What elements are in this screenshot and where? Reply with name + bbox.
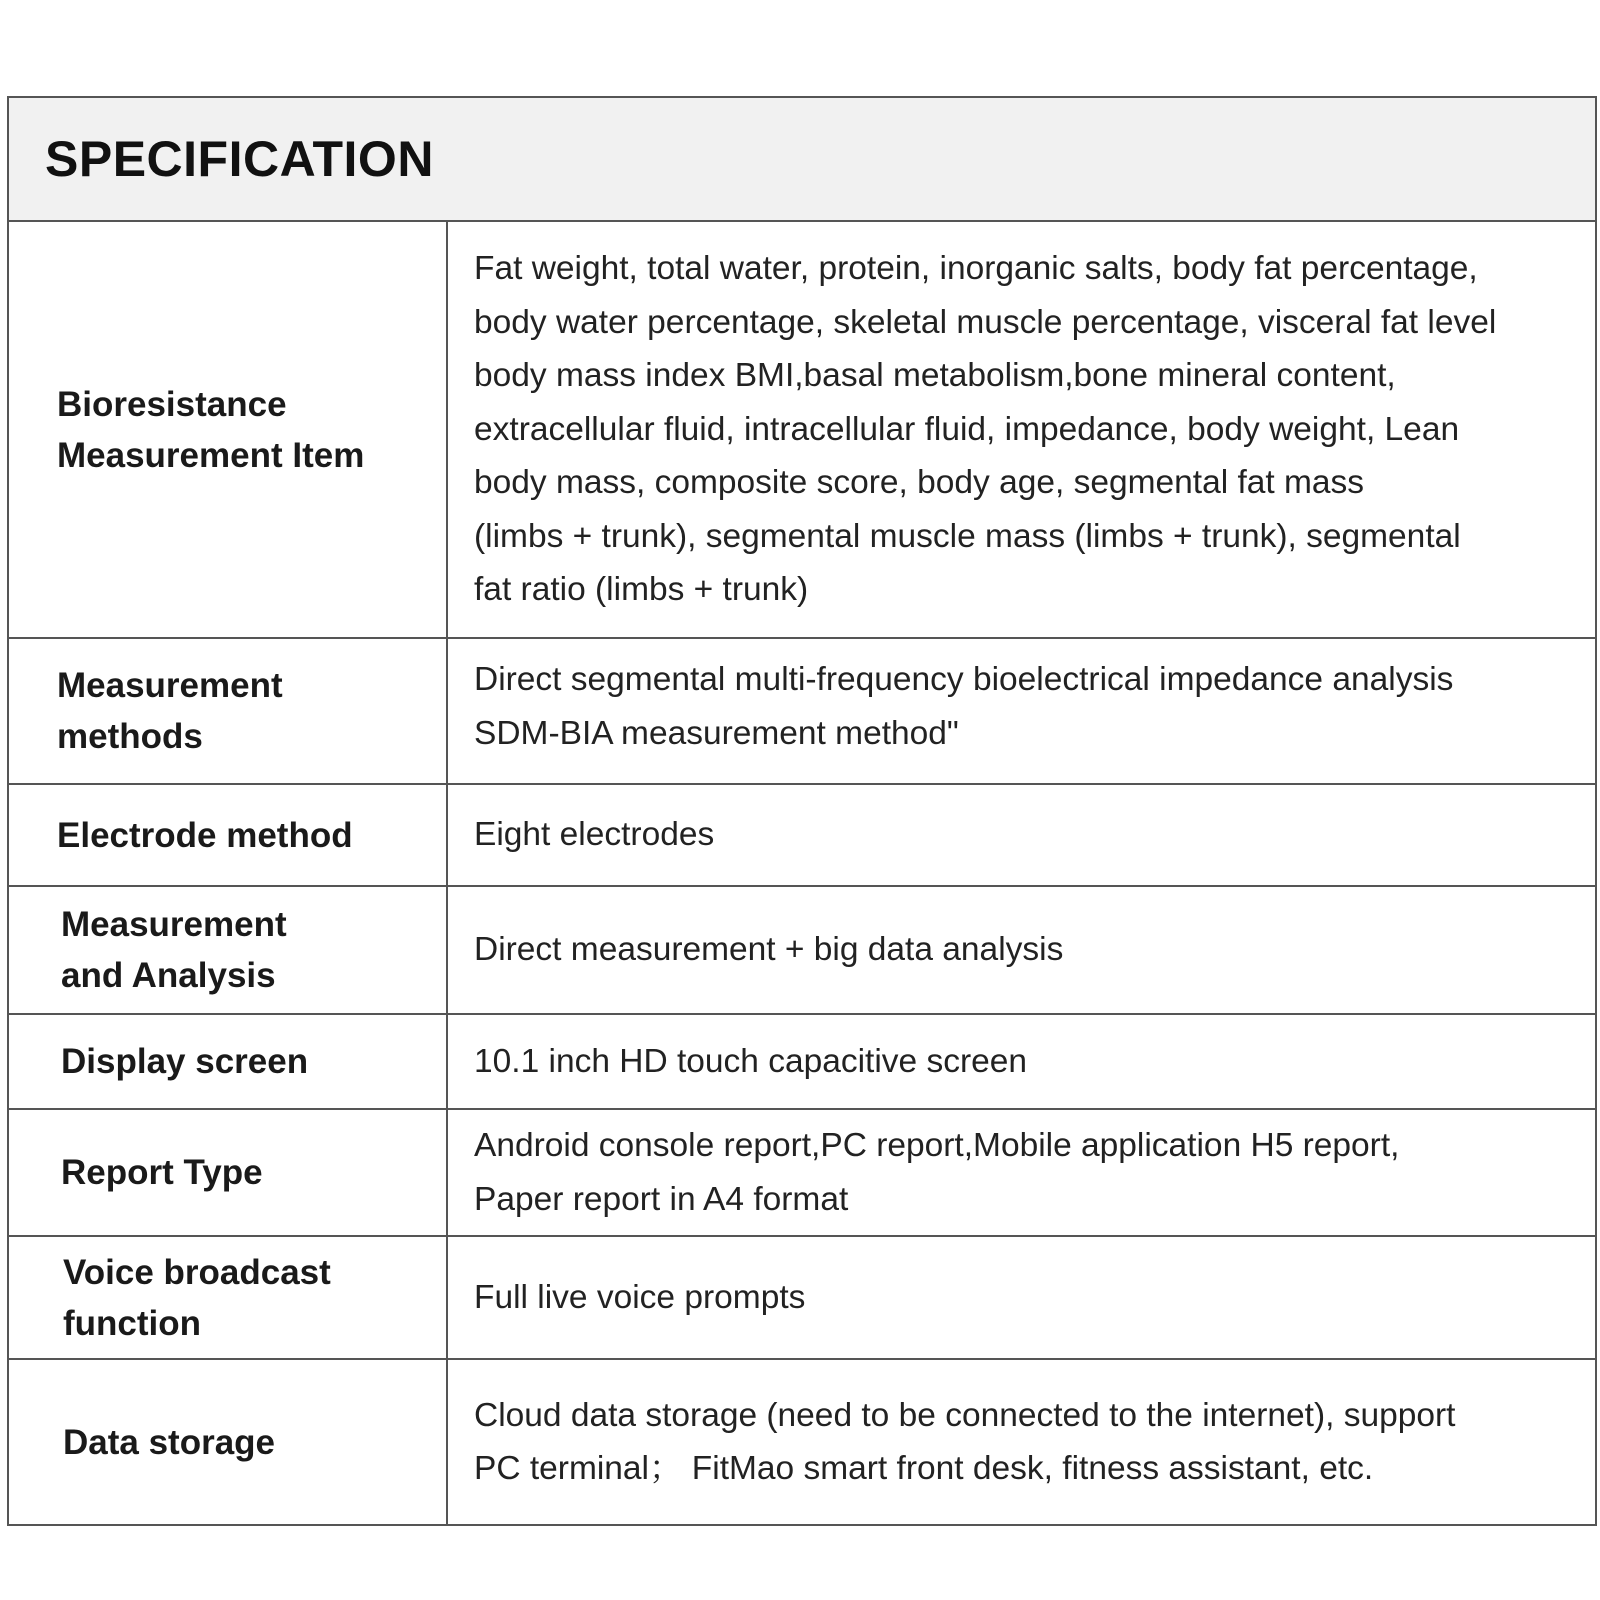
spec-label (9, 1236, 447, 1359)
spec-label-line: methods (57, 717, 203, 756)
spec-value-line: body mass index BMI,basal metabolism,bone mineral content, (474, 357, 1396, 395)
spec-row-data-storage (9, 1359, 1595, 1524)
spec-label (9, 1359, 447, 1524)
spec-label (9, 886, 447, 1014)
spec-label-line: Display screen (61, 1042, 309, 1081)
spec-value-line: PC terminal； FitMao smart front desk, fitness assistant, etc. (474, 1450, 1374, 1487)
spec-value-line: extracellular fluid, intracellular fluid, impedance, body weight, Lean (474, 410, 1460, 448)
spec-value (447, 886, 1595, 1014)
spec-label (9, 222, 447, 638)
spec-row-voice-broadcast (9, 1236, 1595, 1359)
spec-value-line: Paper report in A4 format (474, 1180, 849, 1218)
spec-label (9, 1109, 447, 1236)
spec-label-line: function (63, 1303, 202, 1343)
spec-row-electrode-method (9, 784, 1595, 886)
spec-value (447, 1109, 1595, 1236)
spec-label-line: and Analysis (61, 956, 276, 995)
spec-value-line: 10.1 inch HD touch capacitive screen (474, 1042, 1028, 1080)
spec-row-display-screen (9, 1014, 1595, 1109)
spec-value-line: Android console report,PC report,Mobile application H5 report, (474, 1127, 1400, 1164)
spec-table (9, 222, 1595, 1524)
spec-label (9, 784, 447, 886)
spec-value-line: SDM-BIA measurement method" (474, 714, 959, 752)
spec-value-line: body mass, composite score, body age, segmental fat mass (474, 464, 1365, 502)
spec-label-line: Measurement (57, 666, 283, 705)
spec-value (447, 1236, 1595, 1359)
spec-value (447, 638, 1595, 784)
spec-value-line: Eight electrodes (474, 816, 715, 854)
spec-label (9, 1014, 447, 1109)
specification-sheet (7, 96, 1597, 1526)
spec-label-line: Measurement (61, 905, 287, 944)
spec-row-measurement-analysis (9, 886, 1595, 1014)
spec-value-line: (limbs + trunk), segmental muscle mass (limbs + trunk), segmental (474, 517, 1461, 555)
spec-label-line: Data storage (63, 1422, 276, 1462)
spec-row-report-type (9, 1109, 1595, 1236)
spec-value (447, 784, 1595, 886)
spec-title: SPECIFICATION (45, 131, 434, 187)
spec-value (447, 1359, 1595, 1524)
spec-label-line: Bioresistance (57, 384, 287, 424)
spec-row-bioresistance (9, 222, 1595, 638)
spec-value-line: Fat weight, total water, protein, inorganic salts, body fat percentage, (474, 250, 1478, 288)
spec-value-line: Direct segmental multi-frequency bioelectrical impedance analysis (474, 661, 1454, 698)
spec-row-measurement-methods (9, 638, 1595, 784)
spec-label-line: Report Type (61, 1153, 263, 1192)
spec-label-line: Voice broadcast (63, 1252, 331, 1292)
spec-value-line: fat ratio (limbs + trunk) (474, 571, 809, 609)
spec-value (447, 222, 1595, 638)
spec-value-line: Full live voice prompts (474, 1278, 806, 1316)
spec-value-line: body water percentage, skeletal muscle percentage, visceral fat level (474, 303, 1497, 341)
spec-header (9, 98, 1595, 222)
spec-value-line: Direct measurement + big data analysis (474, 931, 1064, 969)
spec-value-line: Cloud data storage (need to be connected to the internet), support (474, 1396, 1456, 1434)
spec-label-line: Electrode method (57, 815, 353, 855)
spec-value (447, 1014, 1595, 1109)
spec-label-line: Measurement Item (57, 435, 365, 475)
spec-label (9, 638, 447, 784)
